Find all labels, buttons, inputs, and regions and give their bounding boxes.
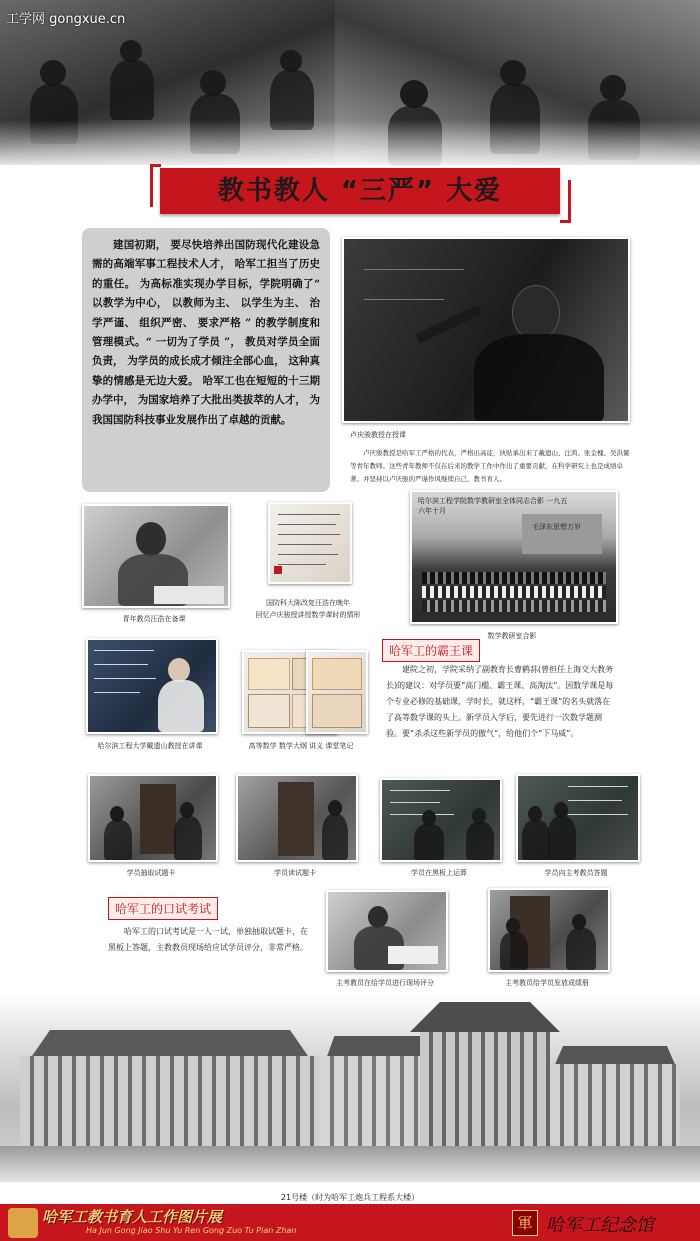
oral-exam-text: 哈军工的口试考试是一人一试，单独抽取试题卡，在黑板上答题，主教教员现场给应试学员评分，非常严格。: [108, 927, 308, 952]
photo-lu-teaching: [342, 237, 630, 423]
footer-banner: [0, 1204, 700, 1241]
caption-exam-read: 学员读试题卡: [274, 869, 316, 877]
desc-lu: 卢庆骏教授是哈军工严格的代表，严格出高徒，执贴承出来了戴遗山、汪鸿、张金槐、吴洪鳌等青年教师。这些青年教师不仅在后来的教学工作中作出了重要贡献，在科学研究上也是成绩卓著。并坚持以卢庆骏的严谨作风继续自己，教书育人。: [350, 449, 630, 483]
photo-notes: [306, 650, 368, 734]
title-bracket-right: [560, 180, 571, 223]
bawang-title: 哈军工的霸王课: [382, 639, 480, 662]
footer-banner-title: 哈军工教书育人工作图片展: [42, 1208, 223, 1226]
caption-exam-board: 学员在黑板上运算: [411, 869, 467, 877]
intro-box: [82, 228, 330, 492]
photo-letter: [268, 502, 352, 584]
caption-scoring: 主考教员在给学员进行现场评分: [336, 979, 434, 987]
title-banner: [160, 168, 560, 214]
photo-exam-draw: [88, 774, 218, 862]
footer-banner-pinyin: Ha Jun Gong Jiao Shu Yu Ren Gong Zuo Tu Pian Zhan: [86, 1226, 297, 1235]
group-banner-text: 哈尔滨工程学院数学教研室全体同志合影 一九五六年十月: [418, 497, 568, 515]
caption-letter-2: 回忆卢庆骏授讲授数学课时的情形: [255, 611, 361, 619]
caption-exam-answer: 学员向主考教员答题: [544, 869, 608, 877]
photo-exam-read: [236, 774, 358, 862]
caption-lu-teaching: 卢庆骏教授在授课: [350, 431, 406, 439]
museum-seal-char: 軍: [517, 1214, 533, 1232]
caption-letter-1: 国防科大陈改复汪浩在晚年: [266, 599, 350, 607]
page-title: 教书教人 “三严” 大爱: [217, 176, 503, 206]
caption-exam-draw: 学员抽取试题卡: [126, 869, 176, 877]
photo-young-teacher: [82, 504, 230, 608]
photo-exam-board: [380, 778, 502, 862]
building-sign: 毛泽东思想万岁: [532, 523, 581, 531]
museum-seal-icon: [512, 1210, 538, 1236]
museum-name: 哈军工纪念馆: [546, 1215, 654, 1236]
photo-math-group: [410, 490, 618, 624]
header-fade: [0, 120, 700, 172]
caption-young-teacher: 青年教员汪浩在备课: [122, 615, 186, 623]
photo-dai-yishan: [86, 638, 218, 734]
building-photo: [0, 996, 700, 1182]
oral-exam-title: 哈军工的口试考试: [108, 897, 218, 920]
photo-results: [488, 888, 610, 972]
caption-dai-yishan: 哈尔滨工程大学戴遗山教授在讲课: [97, 742, 203, 750]
caption-math-group: 数学教研室合影: [487, 632, 537, 640]
site-watermark: 工学网 gongxue.cn: [6, 12, 126, 27]
caption-books: 高等数学 数学大纲 讲义 课堂笔记: [248, 742, 354, 750]
photo-scoring: [326, 890, 448, 972]
bawang-text: 建院之初，学院采纳了副教育长曹鹤荪(曾担任上海交大教务长)的建议：对学员要“高门槛、霸王课、高淘汰”。因数学课是每个专业必修的基础课，学时长，就这样，“霸王课”的名头就落在了高等数学课的头上。新学员入学后，要先进行一次数学题测验。要“杀杀这些新学员的傲气”，给他们个“下马威”。: [386, 665, 614, 738]
caption-building: 21号楼（时为哈军工炮兵工程系大楼）: [280, 1193, 420, 1202]
photo-exam-answer: [516, 774, 640, 862]
caption-results: 主考教员给学员发放成绩册: [505, 979, 589, 987]
intro-text: 建国初期， 要尽快培养出国防现代化建设急需的高端军事工程技术人才， 哈军工担当了历史的重任。 为高标准实现办学目标，学院明确了“ 以教学为中心， 以教师为主、 以学生为主、 治学严谨、 组织严密、 要求严格 ” 的教学制度和管理模式。“ 一切为了学员 ”， 教员对学员全面负责， 为学员的成长成才倾注全部心血， 这种真挚的情感是无边大爱。 哈军工也在短短的十三期办学中， 为国家培养了大批出类拔萃的人才， 为我国国防科技事业发展作出了卓越的贡献。: [92, 239, 320, 426]
footer-scroll-ornament: [8, 1208, 38, 1238]
